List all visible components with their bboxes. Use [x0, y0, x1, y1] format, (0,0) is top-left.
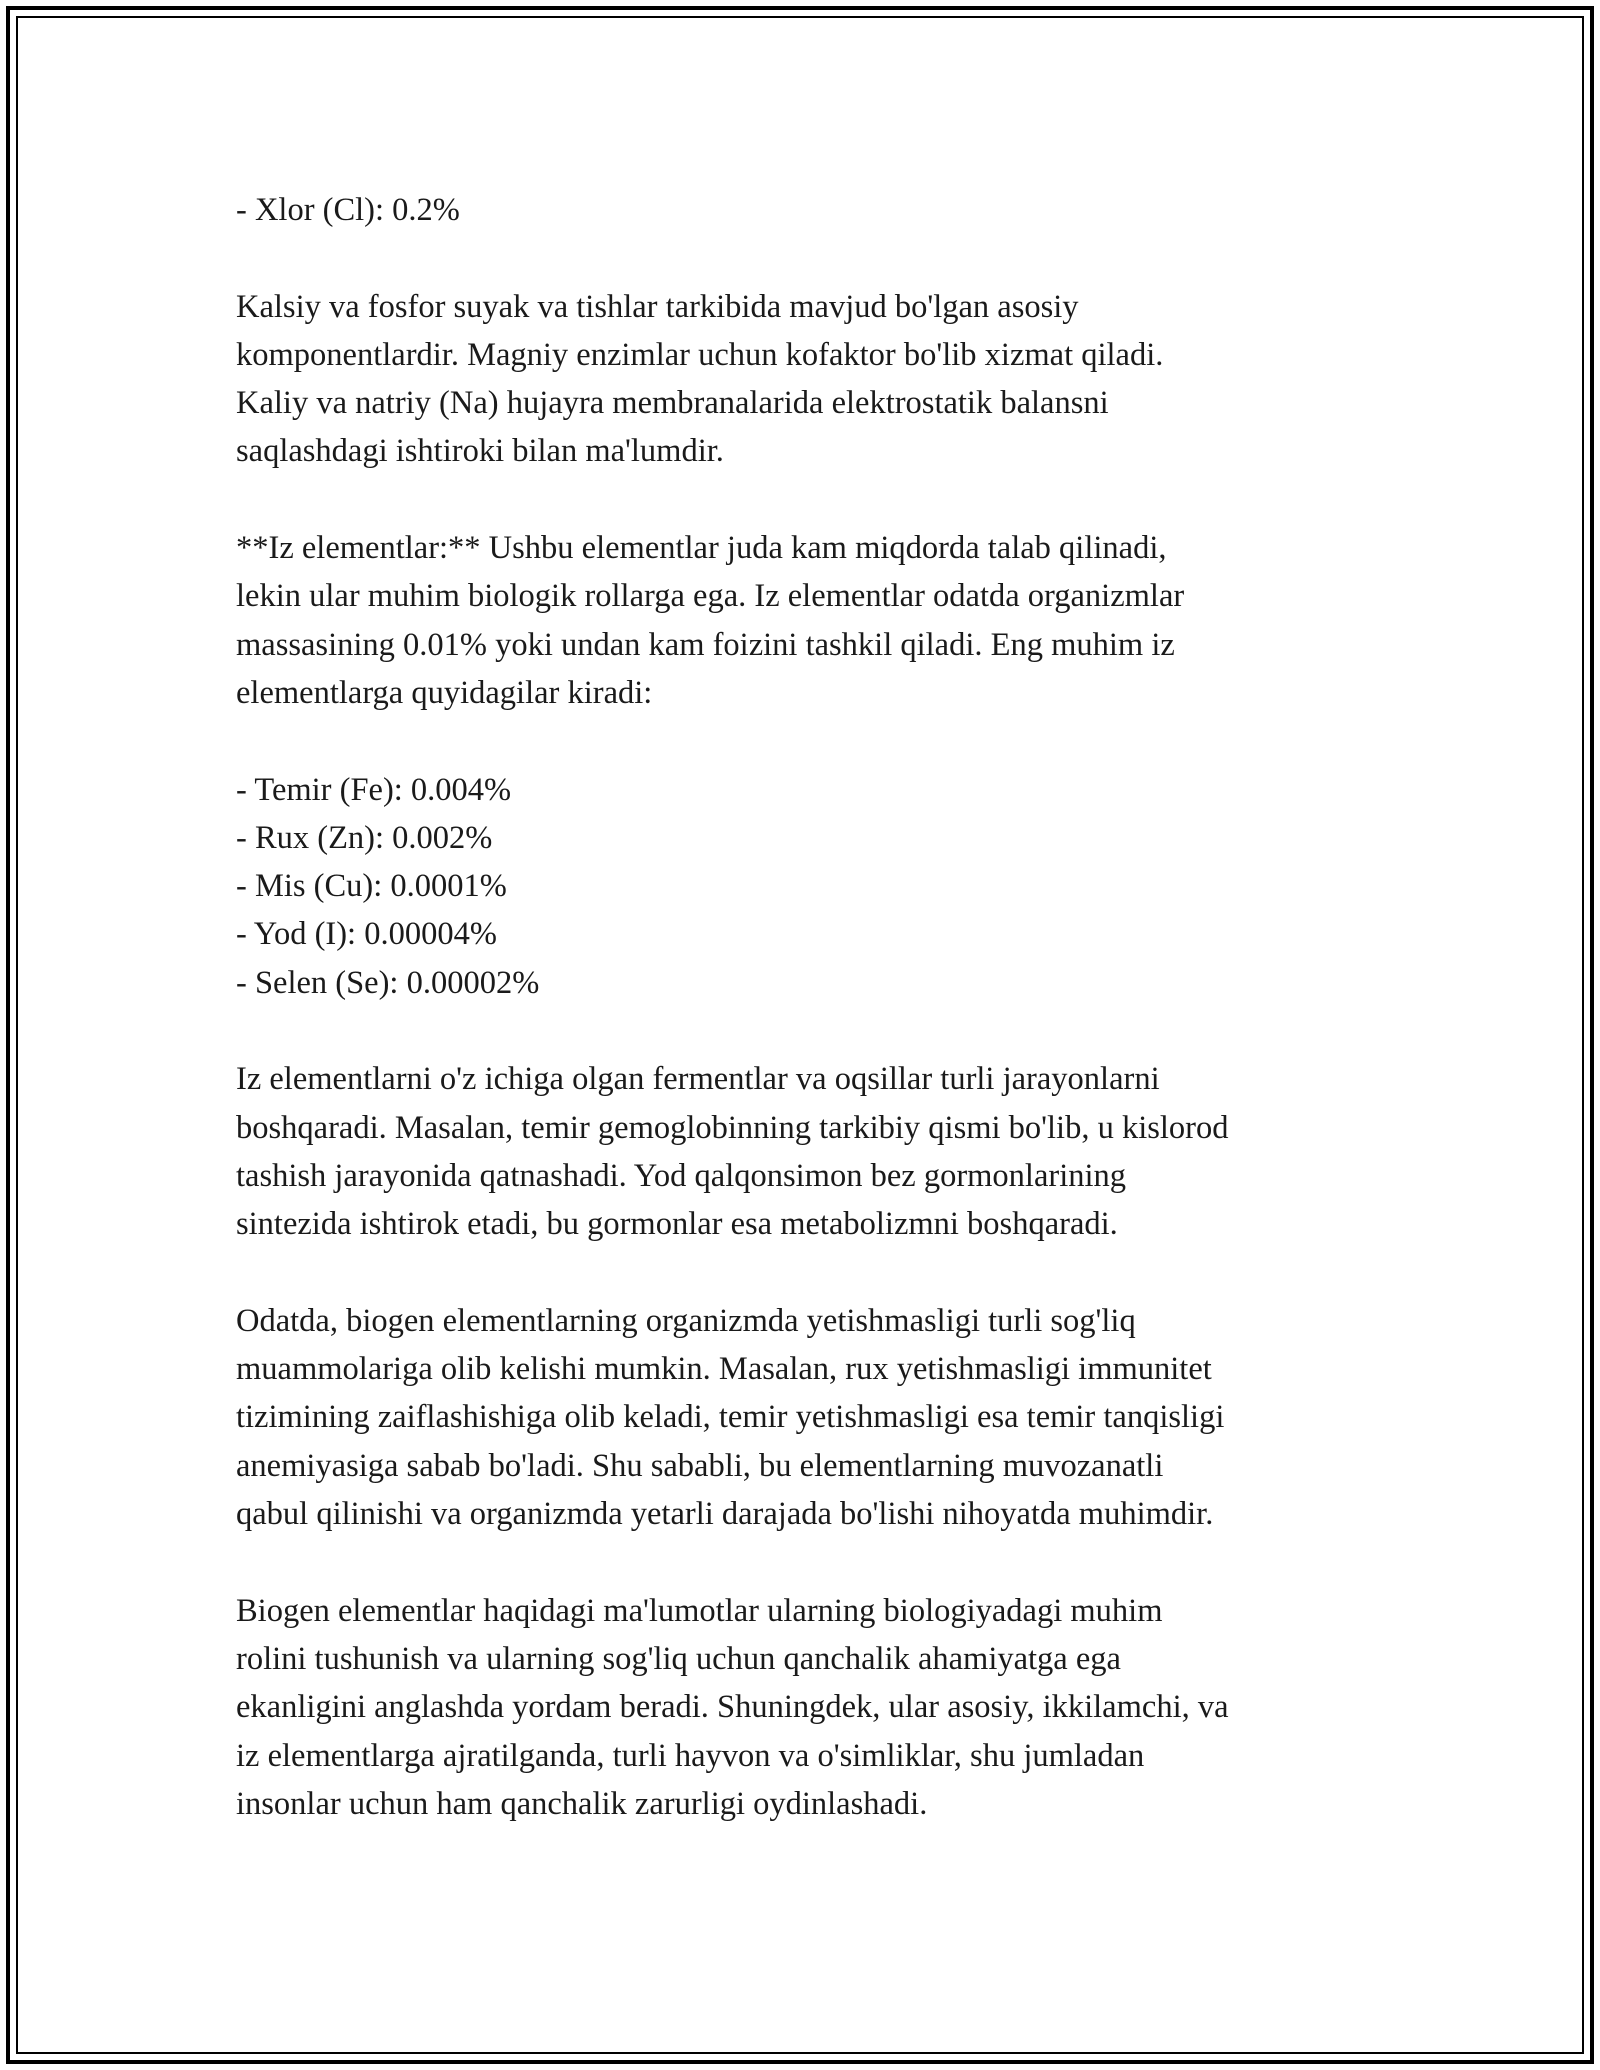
text-line: komponentlardir. Magniy enzimlar uchun kofaktor bo'lib xizmat qiladi. [236, 336, 1164, 373]
paragraph [236, 1587, 1376, 1828]
paragraph [236, 283, 1376, 476]
text-line: boshqaradi. Masalan, temir gemoglobinning tarkibiy qismi bo'lib, u kislorod [236, 1109, 1229, 1146]
text-line: **Iz elementlar:** Ushbu elementlar juda kam miqdorda talab qilinadi, [236, 530, 1167, 567]
text-line: - Mis (Cu): 0.0001% [236, 868, 507, 905]
text-line: - Temir (Fe): 0.004% [236, 771, 512, 808]
paragraph [236, 766, 1376, 1007]
document-body [236, 186, 1376, 1828]
text-line: - Rux (Zn): 0.002% [236, 819, 493, 856]
paragraph [236, 1055, 1376, 1248]
text-line: elementlarga quyidagilar kiradi: [236, 674, 653, 711]
text-line: Iz elementlarni o'z ichiga olgan fermentlar va oqsillar turli jarayonlarni [236, 1061, 1160, 1098]
text-line: ekanligini anglashda yordam beradi. Shuningdek, ular asosiy, ikkilamchi, va [236, 1689, 1229, 1726]
text-line: saqlashdagi ishtiroki bilan ma'lumdir. [236, 433, 724, 470]
text-line: tashish jarayonida qatnashadi. Yod qalqonsimon bez gormonlarining [236, 1157, 1127, 1194]
text-line: - Yod (I): 0.00004% [236, 916, 497, 953]
paragraph [236, 524, 1376, 717]
paragraph [236, 1297, 1376, 1538]
text-line: tizimining zaiflashishiga olib keladi, temir yetishmasligi esa temir tanqisligi [236, 1399, 1225, 1436]
text-line: sintezida ishtirok etadi, bu gormonlar esa metabolizmni boshqaradi. [236, 1206, 1118, 1243]
text-line: rolini tushunish va ularning sog'liq uchun qanchalik ahamiyatga ega [236, 1640, 1121, 1677]
paragraph [236, 186, 1376, 234]
text-line: Kaliy va natriy (Na) hujayra membranalarida elektrostatik balansni [236, 385, 1109, 422]
text-line: muammolariga olib kelishi mumkin. Masalan, rux yetishmasligi immunitet [236, 1351, 1212, 1388]
text-line: Biogen elementlar haqidagi ma'lumotlar ularning biologiyadagi muhim [236, 1592, 1163, 1629]
text-line: massasining 0.01% yoki undan kam foizini tashkil qiladi. Eng muhim iz [236, 626, 1175, 663]
text-line: iz elementlarga ajratilganda, turli hayvon va o'simliklar, shu jumladan [236, 1737, 1145, 1774]
text-line: - Xlor (Cl): 0.2% [236, 192, 460, 228]
text-line: anemiyasiga sabab bo'ladi. Shu sababli, bu elementlarning muvozanatli [236, 1447, 1164, 1484]
text-line: lekin ular muhim biologik rollarga ega. Iz elementlar odatda organizmlar [236, 578, 1185, 615]
text-line: Odatda, biogen elementlarning organizmda yetishmasligi turli sog'liq [236, 1302, 1136, 1339]
text-line: qabul qilinishi va organizmda yetarli darajada bo'lishi nihoyatda muhimdir. [236, 1496, 1214, 1533]
text-line: Kalsiy va fosfor suyak va tishlar tarkibida mavjud bo'lgan asosiy [236, 288, 1079, 325]
text-line: insonlar uchun ham qanchalik zarurligi oydinlashadi. [236, 1785, 928, 1822]
text-line: - Selen (Se): 0.00002% [236, 964, 540, 1001]
